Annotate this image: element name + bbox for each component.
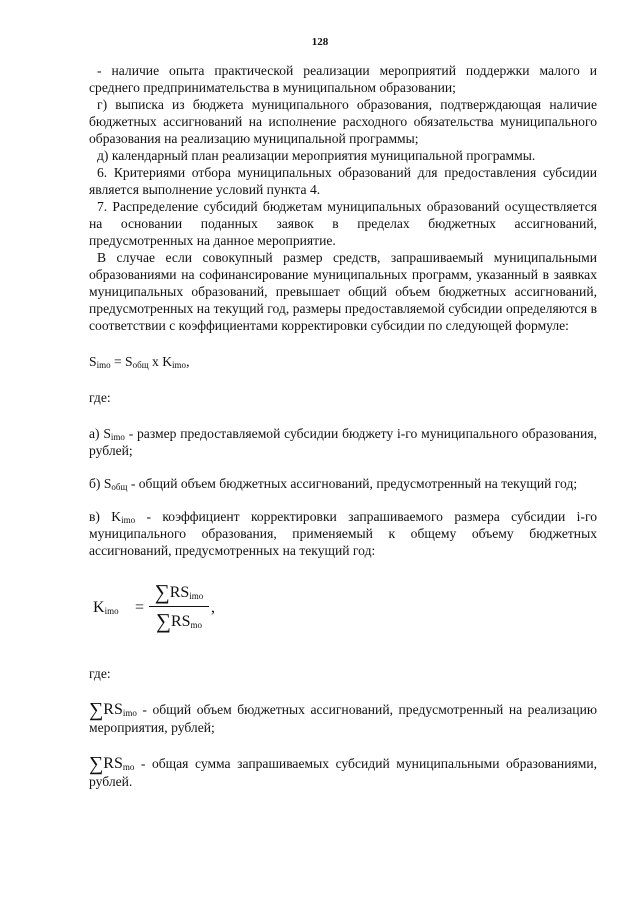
formula-s-sub: imo [96, 360, 111, 370]
coef-denominator: $\sum RS_{mo}$ [155, 609, 203, 633]
definition-sum-mo: $\sum RS_{mo}$ - общая сумма запрашиваемых субсидий муниципальными образованиями, рублей. [89, 753, 597, 789]
paragraph-calendar-plan: д) календарный план реализации мероприятия муниципальной программы. [97, 148, 536, 163]
formula-eq: = S [110, 354, 133, 369]
formula-s: S [89, 354, 97, 369]
sigma-icon: ∑ [89, 699, 104, 721]
definition-c: в) $K_{imo}$ - коэффициент корректировки запрашиваемого размера субсидии i-го муниципального образования, применяемый к общему объему бюджетных ассигнований, предусмотренных на текущий год: [89, 509, 597, 558]
document-body [89, 62, 597, 790]
formula-obsh-sub: общ [132, 360, 149, 370]
paragraph-budget-extract: г) выписка из бюджета муниципального образования, подтверждающая наличие бюджетных ассигнований на исполнение расходного обязательства муниципального образования на реализацию муниципальной программы; [89, 97, 597, 146]
paragraph-distribution: 7. Распределение субсидий бюджетам муниципальных образований осуществляется на основании поданных заявок в пределах бюджетных ассигнований, предусмотренных на данное мероприятие. [89, 199, 597, 248]
sigma-icon: ∑ [154, 580, 170, 604]
definition-sum-imo: $\sum RS_{imo}$ - общий объем бюджетных ассигнований, предусмотренный на реализацию мероприятия, рублей; [89, 699, 597, 735]
sigma-icon: ∑ [155, 609, 171, 633]
coef-numerator: $\sum RS_{imo}$ [154, 580, 204, 604]
formula-subsidy [89, 353, 597, 370]
fraction-bar [149, 606, 209, 607]
definition-a: а) $S_{imo}$ - размер предоставляемой субсидии бюджету i-го муниципального образования, рублей; [89, 426, 597, 458]
paragraph-experience: - наличие опыта практической реализации мероприятий поддержки малого и среднего предпринимательства в муниципальном образовании; [89, 63, 597, 95]
coef-eq: = [135, 599, 145, 616]
formula-end: , [186, 354, 190, 369]
sigma-icon: ∑ [89, 753, 104, 775]
formula-coefficient [93, 579, 597, 643]
coef-lhs: $K_{imo}$ [93, 599, 119, 616]
coef-comma: , [211, 599, 215, 616]
where-label-2: где: [89, 666, 111, 681]
paragraph-selection-criteria: 6. Критериями отбора муниципальных образований для предоставления субсидии является выполнение условий пункта 4. [89, 165, 597, 197]
paragraph-excess-case: В случае если совокупный размер средств, запрашиваемый муниципальными образованиями на софинансирование муниципальных программ, указанный в заявках муниципальных образований, превышает общий объем бюджетных ассигнований, предусмотренных на текущий год, размеры предоставляемой субсидии определяются в соответствии с коэффициентами корректировки субсидии по следующей формуле: [89, 250, 597, 333]
formula-x: x K [148, 354, 173, 369]
formula-k-sub: imo [172, 360, 187, 370]
page-number: 128 [311, 36, 329, 48]
coef-fraction [149, 579, 209, 634]
definition-b: б) $S_{общ}$ - общий объем бюджетных ассигнований, предусмотренный на текущий год; [89, 476, 578, 492]
where-label-1: где: [89, 390, 111, 405]
